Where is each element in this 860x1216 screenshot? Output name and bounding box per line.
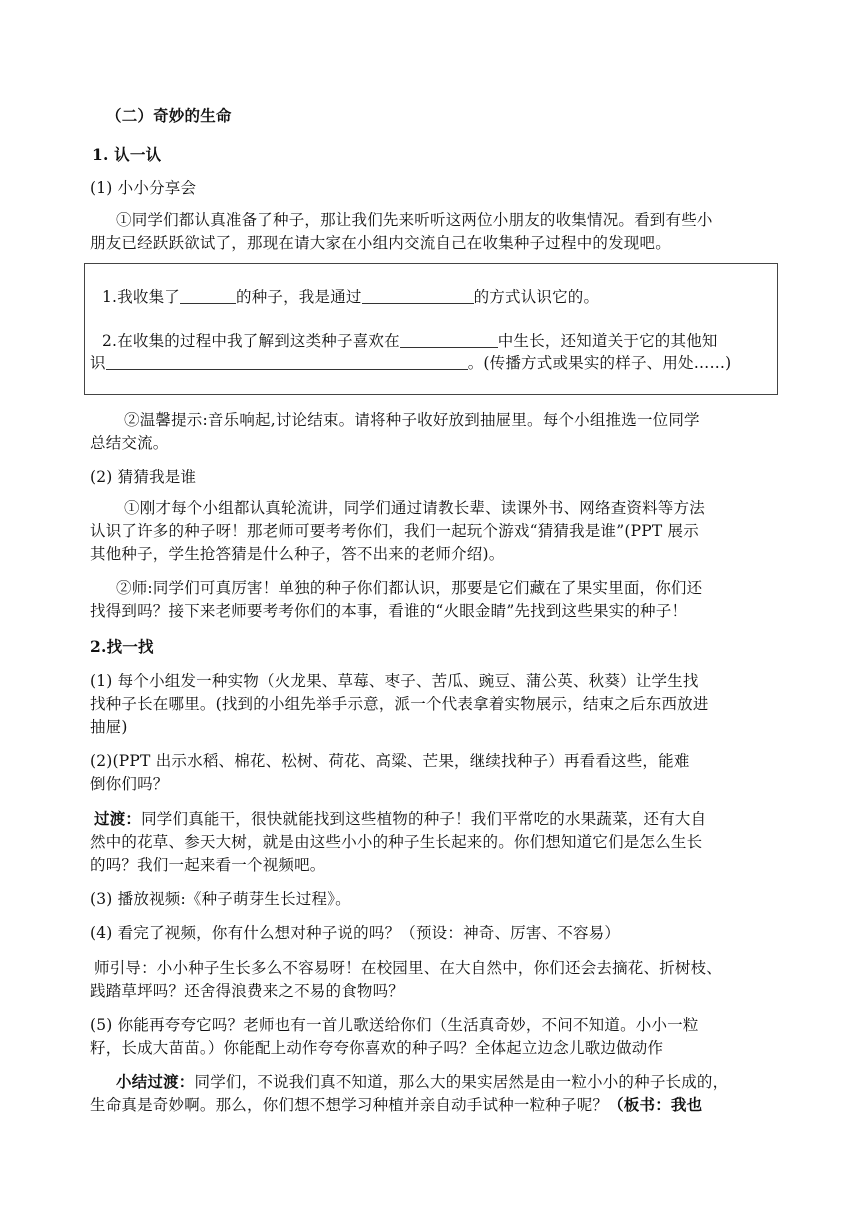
blank-field (400, 331, 498, 348)
paragraph-line: 认识了许多的种子呀！那老师可要考考你们，我们一起玩个游戏“猜猜我是谁”(PPT 展示 (90, 522, 699, 540)
summary-line: 小结过渡：同学们，不说我们真不知道，那么大的果实居然是由一粒小小的种子长成的， (116, 1072, 729, 1091)
board-note: （板书：我也 (608, 1095, 703, 1114)
paragraph-line: 然中的花草、参天大树，就是由这些小小的种子生长起来的。你们想知道它们是怎么生长 (90, 833, 703, 851)
blank-field (180, 287, 236, 304)
paragraph-line: 找得到吗？接下来老师要考考你们的本事，看谁的“火眼金睛”先找到这些果实的种子！ (90, 602, 688, 620)
blank-field (362, 287, 474, 304)
paragraph-line: (5) 你能再夸夸它吗？老师也有一首儿歌送给你们（生活真奇妙，不问不知道。小小一粒 (90, 1016, 699, 1034)
transition-label: 过渡： (94, 809, 142, 828)
paragraph-line: ②师:同学们可真厉害！单独的种子你们都认识，那要是它们藏在了果实里面，你们还 (116, 579, 703, 597)
paragraph-line: 倒你们吗？ (90, 775, 169, 793)
blank-field (106, 353, 468, 370)
subsection-title-2: 2.找一找 (90, 637, 154, 656)
item-title-1-2: (2) 猜猜我是谁 (90, 468, 197, 486)
paragraph-line: 总结交流。 (90, 434, 169, 452)
form-line-2: 2.在收集的过程中我了解到这类种子喜欢在 中生长，还知道关于它的其他知 (102, 332, 718, 350)
paragraph-line: ②温馨提示:音乐响起,讨论结束。请将种子收好放到抽屉里。每个小组推选一位同学 (124, 411, 700, 429)
form-line-3: 识 。(传播方式或果实的样子、用处……) (90, 354, 732, 372)
paragraph-line: 践踏草坪吗？还舍得浪费来之不易的食物吗？ (90, 982, 405, 1000)
form-line-1: 1.我收集了 的种子，我是通过 的方式认识它的。 (102, 288, 600, 306)
paragraph-line: 的吗？我们一起来看一个视频吧。 (90, 856, 326, 874)
summary-line: 生命真是奇妙啊。那么，你们想不想学习种植并亲自动手试种一粒种子呢？（板书：我也 (90, 1095, 703, 1114)
paragraph-line: ①同学们都认真准备了种子，那让我们先来听听这两位小朋友的收集情况。看到有些小 (116, 211, 713, 229)
section-title: （二）奇妙的生命 (106, 106, 232, 125)
paragraph-line: 朋友已经跃跃欲试了，那现在请大家在小组内交流自己在收集种子过程中的发现吧。 (90, 234, 671, 252)
paragraph-line: 其他种子，学生抢答猜是什么种子，答不出来的老师介绍)。 (90, 545, 505, 563)
paragraph-line: (4) 看完了视频，你有什么想对种子说的吗？（预设：神奇、厉害、不容易） (90, 924, 621, 942)
paragraph-line: 籽，长成大苗苗。）你能配上动作夸夸你喜欢的种子吗？全体起立边念儿歌边做动作 (90, 1039, 664, 1057)
paragraph-line: (2)(PPT 出示水稻、棉花、松树、荷花、高粱、芒果，继续找种子）再看看这些，能难 (90, 752, 690, 770)
item-title-1-1: (1) 小小分享会 (90, 179, 197, 197)
paragraph-line: (1) 每个小组发一种实物（火龙果、草莓、枣子、苦瓜、豌豆、蒲公英、秋葵）让学生找 (90, 672, 699, 690)
summary-label: 小结过渡： (116, 1072, 195, 1091)
subsection-title-1: 1. 认一认 (92, 145, 162, 164)
paragraph-line: 抽屉) (90, 718, 128, 736)
form-box (84, 263, 778, 395)
paragraph-line: 找种子长在哪里。(找到的小组先举手示意，派一个代表拿着实物展示，结束之后东西放进 (90, 695, 709, 713)
paragraph-line: ①刚才每个小组都认真轮流讲，同学们通过请教长辈、读课外书、网络查资料等方法 (124, 499, 705, 517)
paragraph-line: 师引导：小小种子生长多么不容易呀！在校园里、在大自然中，你们还会去摘花、折树枝、 (94, 959, 723, 977)
paragraph-line: (3) 播放视频:《种子萌芽生长过程》。 (90, 890, 351, 908)
transition-line: 过渡：同学们真能干，很快就能找到这些植物的种子！我们平常吃的水果蔬菜，还有大自 (94, 809, 707, 828)
